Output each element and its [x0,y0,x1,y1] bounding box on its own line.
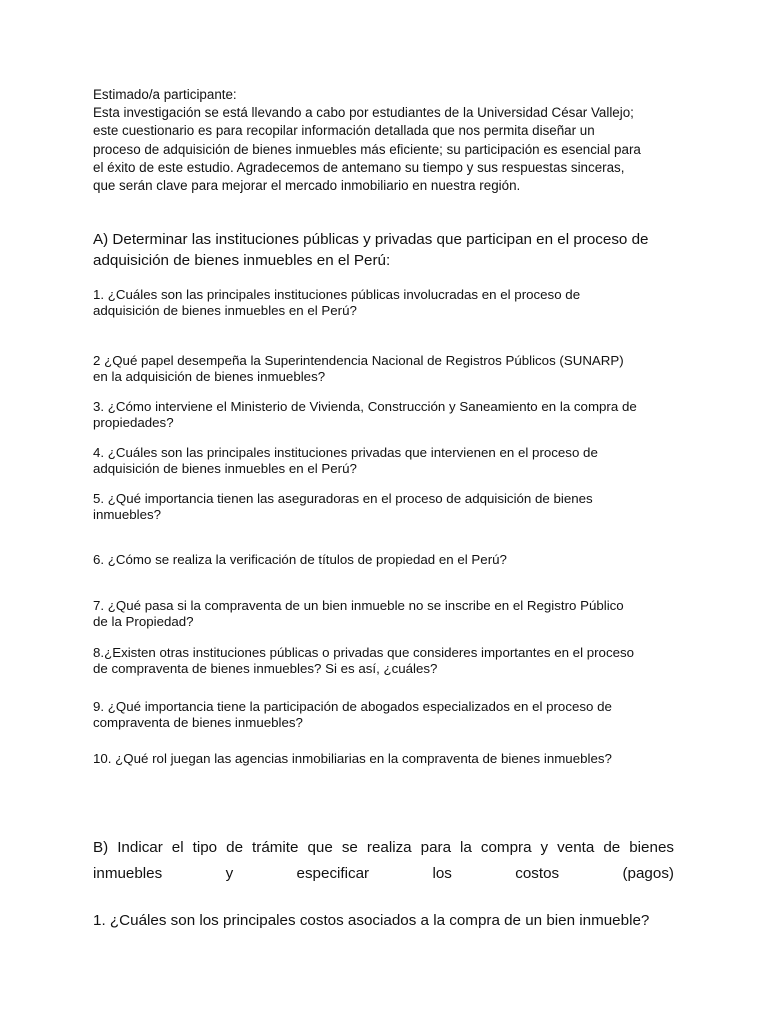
heading-word: (pagos) [622,865,674,882]
question-line: 2 ¿Qué papel desempeña la Superintendencia Nacional de Registros Públicos (SUNARP) [93,353,624,368]
question-line: 1. ¿Cuáles son las principales instituciones públicas involucradas en el proceso de [93,287,581,302]
section-b-heading-line: B) Indicar el tipo de trámite que se realiza para la compra y venta de bienes [93,839,674,856]
intro-line: que serán clave para mejorar el mercado inmobiliario en nuestra región. [93,178,521,194]
section-b-heading [93,835,674,887]
intro-line: este cuestionario es para recopilar información detallada que nos permita diseñar un [93,123,595,139]
question-a7 [93,598,683,630]
question-line: inmuebles? [93,507,162,522]
question-line: 10. ¿Qué rol juegan las agencias inmobiliarias en la compraventa de bienes inmuebles? [93,751,612,766]
question-a6 [93,552,683,568]
question-line: 5. ¿Qué importancia tienen las aseguradoras en el proceso de adquisición de bienes [93,491,593,506]
question-line: adquisición de bienes inmuebles en el Perú? [93,303,357,318]
question-line: propiedades? [93,415,174,430]
section-b-heading-line [93,861,674,887]
question-a2 [93,353,683,385]
question-line: de compraventa de bienes inmuebles? Si es así, ¿cuáles? [93,661,438,676]
question-line: 7. ¿Qué pasa si la compraventa de un bien inmueble no se inscribe en el Registro Público [93,598,624,613]
intro-paragraph [93,86,683,195]
question-line: 8.¿Existen otras instituciones públicas o privadas que consideres importantes en el proceso [93,645,635,660]
section-a-heading [93,229,683,271]
question-a5 [93,491,683,523]
question-line: adquisición de bienes inmuebles en el Perú? [93,461,357,476]
question-line: 1. ¿Cuáles son los principales costos asociados a la compra de un bien inmueble? [93,912,650,929]
question-line: en la adquisición de bienes inmuebles? [93,369,326,384]
section-a-heading-line: adquisición de bienes inmuebles en el Perú: [93,252,391,269]
intro-line: Esta investigación se está llevando a cabo por estudiantes de la Universidad César Vallejo; [93,105,634,121]
question-a9 [93,699,683,731]
question-line: 3. ¿Cómo interviene el Ministerio de Vivienda, Construcción y Saneamiento en la compra de [93,399,637,414]
intro-line: el éxito de este estudio. Agradecemos de antemano su tiempo y sus respuestas sinceras, [93,159,625,175]
question-line: 6. ¿Cómo se realiza la verificación de títulos de propiedad en el Perú? [93,552,507,567]
question-line: 4. ¿Cuáles son las principales instituciones privadas que intervienen en el proceso de [93,445,598,460]
question-a8 [93,645,683,677]
question-a10 [93,751,683,767]
section-a-heading-line: A) Determinar las instituciones públicas y privadas que participan en el proceso de [93,231,649,248]
question-line: de la Propiedad? [93,614,194,629]
heading-word: inmuebles [93,865,163,882]
heading-word: especificar [296,865,370,882]
intro-line: proceso de adquisición de bienes inmuebles más eficiente; su participación es esencial para [93,141,641,157]
question-b1 [93,911,713,931]
heading-word: los [432,865,452,882]
question-a1 [93,287,683,319]
heading-word: y [225,865,234,882]
heading-word: costos [515,865,560,882]
question-a4 [93,445,683,477]
question-line: 9. ¿Qué importancia tiene la participación de abogados especializados en el proceso de [93,699,612,714]
question-a3 [93,399,683,431]
intro-greeting: Estimado/a participante: [93,87,237,102]
question-line: compraventa de bienes inmuebles? [93,715,303,730]
